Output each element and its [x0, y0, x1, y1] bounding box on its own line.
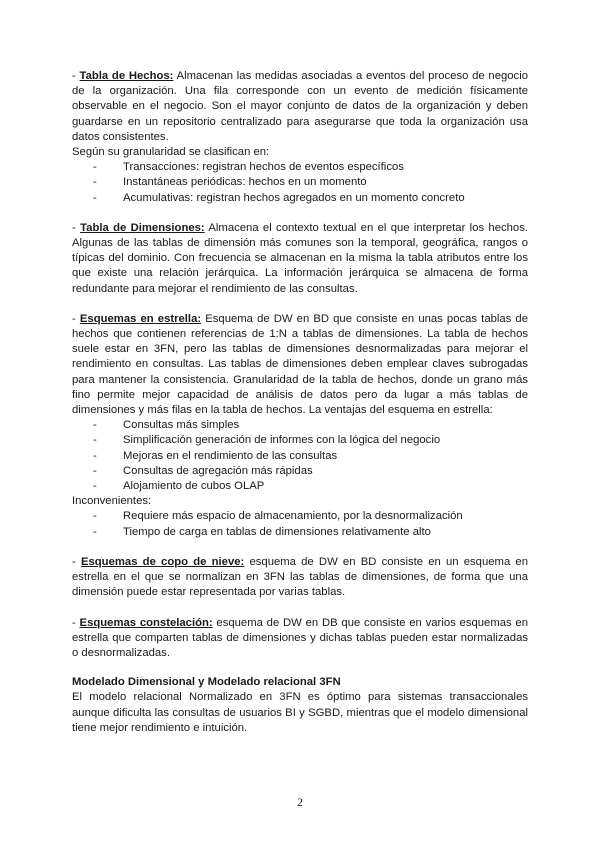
estrella-text: Esquema de DW en BD que consiste en unas pocas tablas de hechos que contienen referencias de 1:N a tablas de dimensiones. La tabla de hechos suele estar en 3FN, pero las tablas de dimensiones desnormalizadas para mejorar el rendimiento en consultas. Las tablas de dimensiones deben emplear claves subrogadas para mantener la consistencia. Granularidad de la tabla de hechos, donde un grano más fino permite mejor capacidad de análisis de datos pero da lugar a más tablas de dimensiones y más filas en la tabla de hechos. La ventajas del esquema en estrella: [72, 312, 528, 417]
spacer [72, 661, 528, 675]
estrella-paragraph [72, 312, 528, 418]
hechos-prefix: - [72, 70, 80, 82]
list-item: - Consultas de agregación más rápidas [93, 464, 528, 479]
hechos-text: Almacenan las medidas asociadas a eventos del proceso de negocio de la organización. Una fila corresponde con un evento de medición físicamente observable en el negocio. Son el mayor conjunto de datos de la organización y deben guardarse en un repositorio centralizado para asegurarse que toda la organización usa datos consistentes. [72, 70, 528, 143]
copo-term: Esquemas de copo de nieve: [80, 555, 245, 568]
list-item: - Transacciones: registran hechos de eventos específicos [93, 160, 528, 175]
list-item: - Simplificación generación de informes con la lógica del negocio [93, 433, 528, 448]
spacer [72, 206, 528, 221]
constelacion-text: esquema de DW en DB que consiste en varios esquemas en estrella que comparten tablas de dimensiones y dichas tablas pueden estar normalizadas o desnormalizadas. [72, 616, 528, 659]
list-item: - Requiere más espacio de almacenamiento, por la desnormalización [93, 509, 528, 524]
hechos-term: Tabla de Hechos: [79, 70, 174, 82]
list-item: - Mejoras en el rendimiento de las consultas [93, 449, 528, 464]
list-item: - Tiempo de carga en tablas de dimensiones relativamente alto [93, 525, 528, 540]
constelacion-term: Esquemas constelación: [79, 616, 213, 629]
dimensiones-prefix: - [72, 221, 81, 234]
modelado-paragraph: El modelo relacional Normalizado en 3FN es óptimo para sistemas transaccionales aunque dificulta las consultas de usuarios BI y SGBD, mientras que el modelo dimensional tiene mejor rendimiento e intuición. [72, 691, 528, 734]
estrella-term: Esquemas en estrella: [79, 312, 202, 325]
spacer [72, 297, 528, 312]
list-item: - Acumulativas: registran hechos agregados en un momento concreto [93, 191, 528, 206]
constelacion-paragraph [72, 616, 528, 662]
estrella-inconvenientes-list [72, 509, 528, 539]
estrella-inconvenientes-label: Inconvenientes: [72, 495, 152, 508]
hechos-paragraph [72, 69, 528, 145]
list-item: - Instantáneas periódicas: hechos en un momento [93, 175, 528, 190]
copo-paragraph [72, 555, 528, 601]
dimensiones-paragraph [72, 221, 528, 297]
copo-text: esquema de DW en BD consiste en un esquema en estrella en el que se normalizan en 3FN las tablas de dimensiones, de forma que una dimensión puede estar representada por varias tablas. [72, 555, 528, 599]
hechos-list [72, 160, 528, 206]
estrella-prefix: - [72, 312, 80, 325]
modelado-heading: Modelado Dimensional y Modelado relacional 3FN [72, 676, 341, 689]
constelacion-prefix: - [72, 616, 80, 629]
spacer [72, 540, 528, 555]
dimensiones-term: Tabla de Dimensiones: [80, 221, 205, 234]
list-item: - Consultas más simples [93, 418, 528, 433]
hechos-intro: Según su granularidad se clasifican en: [72, 146, 270, 159]
page-content [72, 69, 528, 736]
spacer [72, 601, 528, 616]
list-item: - Alojamiento de cubos OLAP [93, 479, 528, 494]
page-number: 2 [297, 797, 303, 809]
copo-prefix: - [72, 555, 81, 568]
dimensiones-text: Almacena el contexto textual en el que interpretar los hechos. Algunas de las tablas de dimensión más comunes son la temporal, geográfica, rangos o típicas del dominio. Con frecuencia se almacenan en la misma la tabla atributos entre los que existe una relación jerárquica. La información jerárquica se almacena de forma redundante para mejorar el rendimiento de las consultas. [72, 221, 529, 295]
estrella-ventajas-list [72, 418, 528, 494]
